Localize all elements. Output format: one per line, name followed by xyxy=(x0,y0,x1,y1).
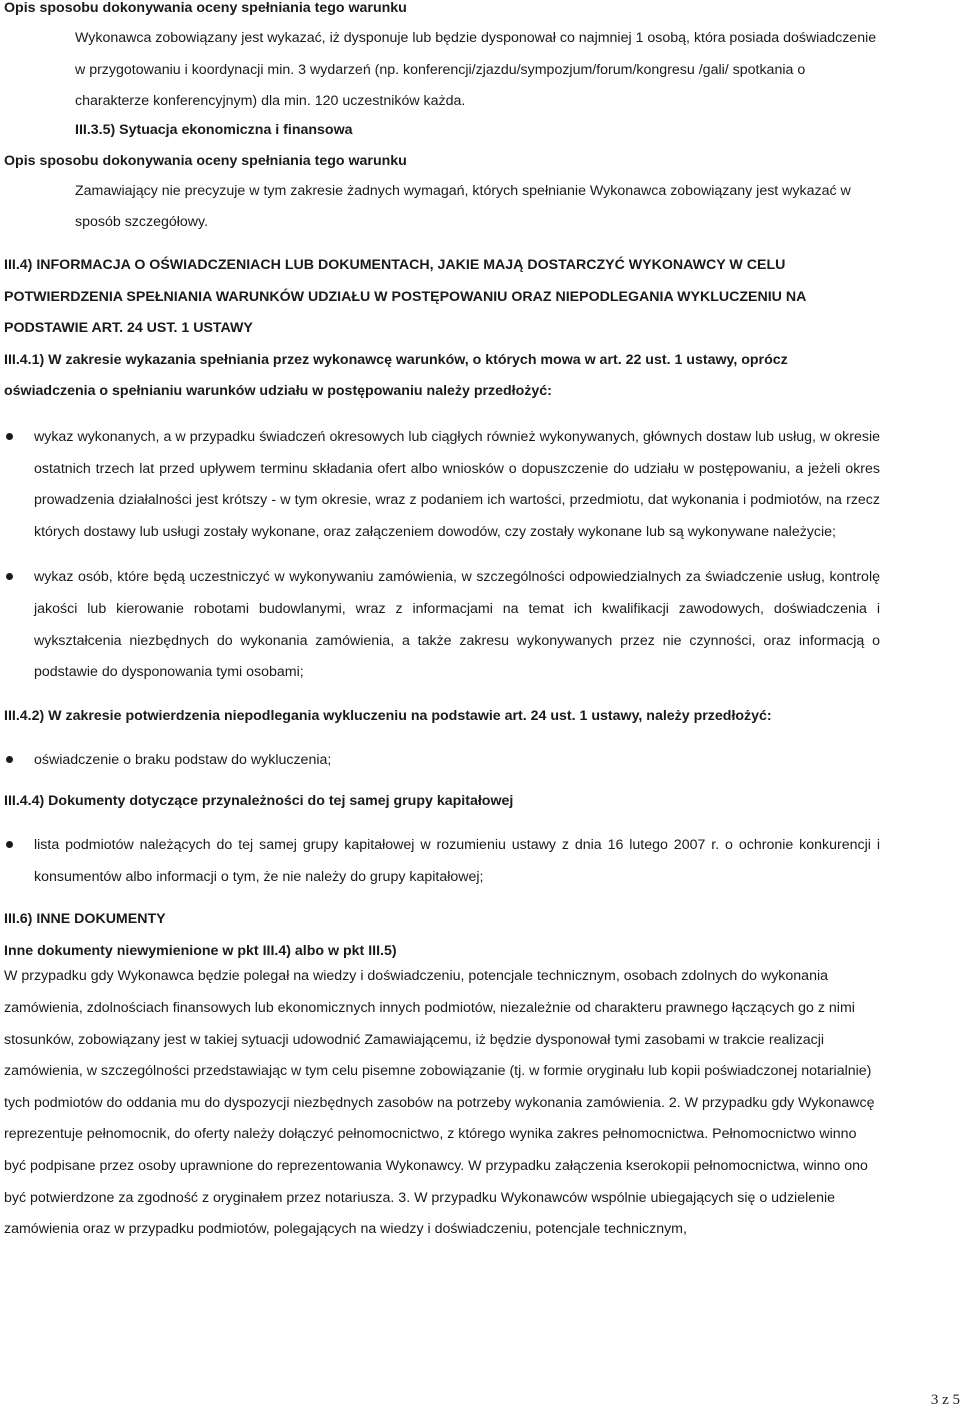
condition-assessment-heading: Opis sposobu dokonywania oceny spełniania tego warunku xyxy=(4,0,407,16)
list-item: lista podmiotów należących do tej samej grupy kapitałowej w rozumieniu ustawy z dnia 16 lutego 2007 r. o ochronie konkurencji i konsumentów albo informacji o tym, że nie należy do grupy kapitałowej; xyxy=(4,830,880,893)
documents-list-iii-4-4 xyxy=(4,830,880,893)
section-heading-iii-4-4: III.4.4) Dokumenty dotyczące przynależności do tej samej grupy kapitałowej xyxy=(4,793,514,810)
page-number: 3 z 5 xyxy=(930,1392,960,1408)
section-heading-iii-4-1: III.4.1) W zakresie wykazania spełniania przez wykonawcę warunków, o których mowa w art. 22 ust. 1 ustawy, oprócz oświadczenia o spełnianiu warunków udziału w postępowaniu należy przedłożyć: xyxy=(4,351,788,400)
section-heading-iii-4: III.4) INFORMACJA O OŚWIADCZENIACH LUB DOKUMENTACH, JAKIE MAJĄ DOSTARCZYĆ WYKONAWCY W CELU POTWIERDZENIA SPEŁNIANIA WARUNKÓW UDZIAŁU W POSTĘPOWANIU ORAZ NIEPODLEGANIA WYKLUCZENIU NA PODSTAWIE ART. 24 UST. 1 USTAWY xyxy=(4,256,806,337)
other-documents-text: W przypadku gdy Wykonawca będzie polegał na wiedzy i doświadczeniu, potencjale technicznym, osobach zdolnych do wykonania zamówienia, zdolnościach finansowych lub ekonomicznych innych podmiotów, niezależnie od charakteru prawnego łączących go z nimi stosunków, zobowiązany jest w takiej sytuacji udowodnić Zamawiającemu, iż będzie dysponował tymi zasobami w trakcie realizacji zamówienia, w szczególności przedstawiając w tym celu pisemne zobowiązanie (tj. w formie oryginału lub kopii poświadczonej notarialnie) tych podmiotów do oddania mu do dyspozycji niezbędnych zasobów na potrzeby wykonania zamówienia. 2. W przypadku gdy Wykonawcę reprezentuje pełnomocnik, do oferty należy dołączyć pełnomocnictwo, z którego wynika zakres pełnomocnictwa. Pełnomocnictwo winno być podpisane przez osoby uprawnione do reprezentowania Wykonawcy. W przypadku załączenia kserokopii pełnomocnictwa, winno ono być potwierdzone za zgodność z oryginałem przez notariusza. 3. W przypadku Wykonawców wspólnie ubiegających się o udzielenie zamówienia oraz w przypadku podmiotów, polegających na wiedzy i doświadczeniu, potencjale technicznym, xyxy=(4,968,875,1238)
list-item: oświadczenie o braku podstaw do wykluczenia; xyxy=(4,745,880,777)
condition-assessment-heading-2: Opis sposobu dokonywania oceny spełniania tego warunku xyxy=(4,152,407,169)
documents-list-iii-4-1 xyxy=(4,422,880,689)
list-item: wykaz osób, które będą uczestniczyć w wykonywaniu zamówienia, w szczególności odpowiedzialnych za świadczenie usług, kontrolę jakości lub kierowanie robotami budowlanymi, wraz z informacjami na temat ich kwalifikacji zawodowych, doświadczenia i wykształcenia niezbędnych do wykonania zamówienia, a także zakresu wykonywanych przez nie czynności, oraz informacją o podstawie do dysponowania tymi osobami; xyxy=(4,562,880,688)
section-heading-iii-6: III.6) INNE DOKUMENTY xyxy=(4,911,166,928)
experience-requirement-text: Wykonawca zobowiązany jest wykazać, iż dysponuje lub będzie dysponował co najmniej 1 osobą, która posiada doświadczenie w przygotowaniu i koordynacji min. 3 wydarzeń (np. konferencji/zjazdu/sympozjum/forum/kongresu /gali/ spotkania o charakterze konferencyjnym) dla min. 120 uczestników każda. xyxy=(75,30,877,110)
other-documents-subheading: Inne dokumenty niewymienione w pkt III.4) albo w pkt III.5) xyxy=(4,943,397,960)
section-heading-iii-3-5: III.3.5) Sytuacja ekonomiczna i finansowa xyxy=(75,121,353,138)
documents-list-iii-4-2 xyxy=(4,745,880,777)
section-heading-iii-4-2: III.4.2) W zakresie potwierdzenia niepodlegania wykluczeniu na podstawie art. 24 ust. 1 ustawy, należy przedłożyć: xyxy=(4,707,772,724)
list-item: wykaz wykonanych, a w przypadku świadczeń okresowych lub ciągłych również wykonywanych, głównych dostaw lub usług, w okresie ostatnich trzech lat przed upływem terminu składania ofert albo wniosków o dopuszczenie do udziału w postępowaniu, a jeżeli okres prowadzenia działalności jest krótszy - w tym okresie, wraz z podaniem ich wartości, przedmiotu, dat wykonania i podmiotów, na rzecz których dostawy lub usługi zostały wykonane, oraz załączeniem dowodów, czy zostały wykonane lub są wykonywane należycie; xyxy=(4,422,880,548)
financial-requirement-text: Zamawiający nie precyzuje w tym zakresie żadnych wymagań, których spełnianie Wykonawca zobowiązany jest wykazać w sposób szczegółowy. xyxy=(75,182,851,231)
document-page xyxy=(4,0,880,1246)
